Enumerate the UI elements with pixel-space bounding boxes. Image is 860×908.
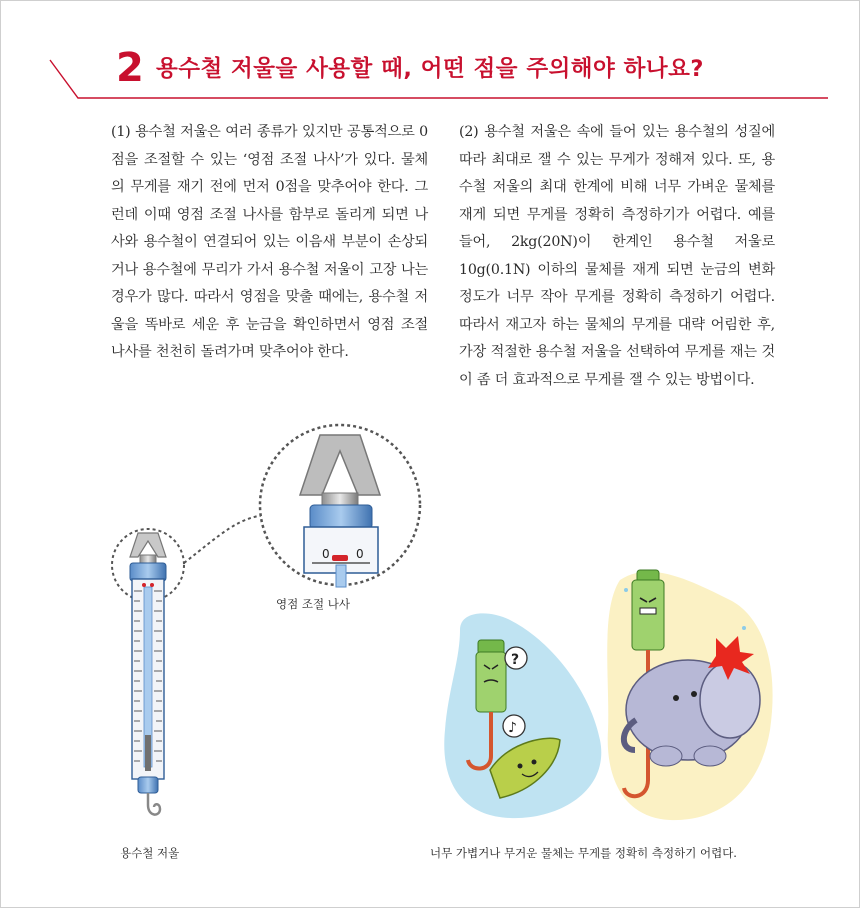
cartoon-caption: 너무 가볍거나 무거운 물체는 무게를 정확히 측정하기 어렵다. <box>430 846 737 860</box>
question-mark: ? <box>511 652 520 668</box>
music-note: ♪ <box>508 720 517 736</box>
zoom-caption: 영점 조절 나사 <box>276 597 350 611</box>
zoom-dial-left: 0 <box>322 547 330 561</box>
spring-scale-illustration <box>100 415 430 835</box>
cartoon-illustration <box>440 560 780 830</box>
zoom-dial-right: 0 <box>356 547 364 561</box>
zoom-detail <box>260 425 420 587</box>
paragraph-left: (1) 용수철 저울은 여러 종류가 있지만 공통적으로 0점을 조절할 수 있는 ‘영점 조절 나사’가 있다. 물체의 무게를 재기 전에 먼저 0점을 맞추어야 한다. 그런데 이때 영점 조절 나사를 함부로 돌리게 되면 나사와 용수철이 연결되어 있는 이음새 부분이 손상되거나 용수철에 무리가 가서 용수철 저울이 고장 나는 경우가 많다. 따라서 영점을 맞출 때에는, 용수철 저울을 똑바로 세운 후 눈금을 확인하면서 영점 조절 나사를 천천히 돌려가며 맞추어야 한다. <box>111 124 428 360</box>
section-number: 2 <box>116 45 144 91</box>
zoom-connector <box>184 515 270 563</box>
section-title: 용수철 저울을 사용할 때, 어떤 점을 주의해야 하나요? <box>156 56 704 82</box>
spring-scale <box>130 533 166 815</box>
scale-caption: 용수철 저울 <box>120 846 180 860</box>
section-heading <box>48 40 830 110</box>
paragraph-right: (2) 용수철 저울은 속에 들어 있는 용수철의 성질에 따라 최대로 잴 수 있는 무게가 정해져 있다. 또, 용수철 저울의 최대 한계에 비해 너무 가벼운 물체를 재게 되면 무게를 정확히 측정하기가 어렵다. 예를 들어, 2kg(20N)이 한계인 용수철 저울로 10g(0.1N) 이하의 물체를 재게 되면 눈금의 변화 정도가 너무 작아 무게를 정확히 측정하기 어렵다. 따라서 재고자 하는 물체의 무게를 대략 어림한 후, 가장 적절한 용수철 저울을 선택하여 무게를 재는 것이 좀 더 효과적으로 무게를 잴 수 있는 방법이다. <box>459 124 775 388</box>
